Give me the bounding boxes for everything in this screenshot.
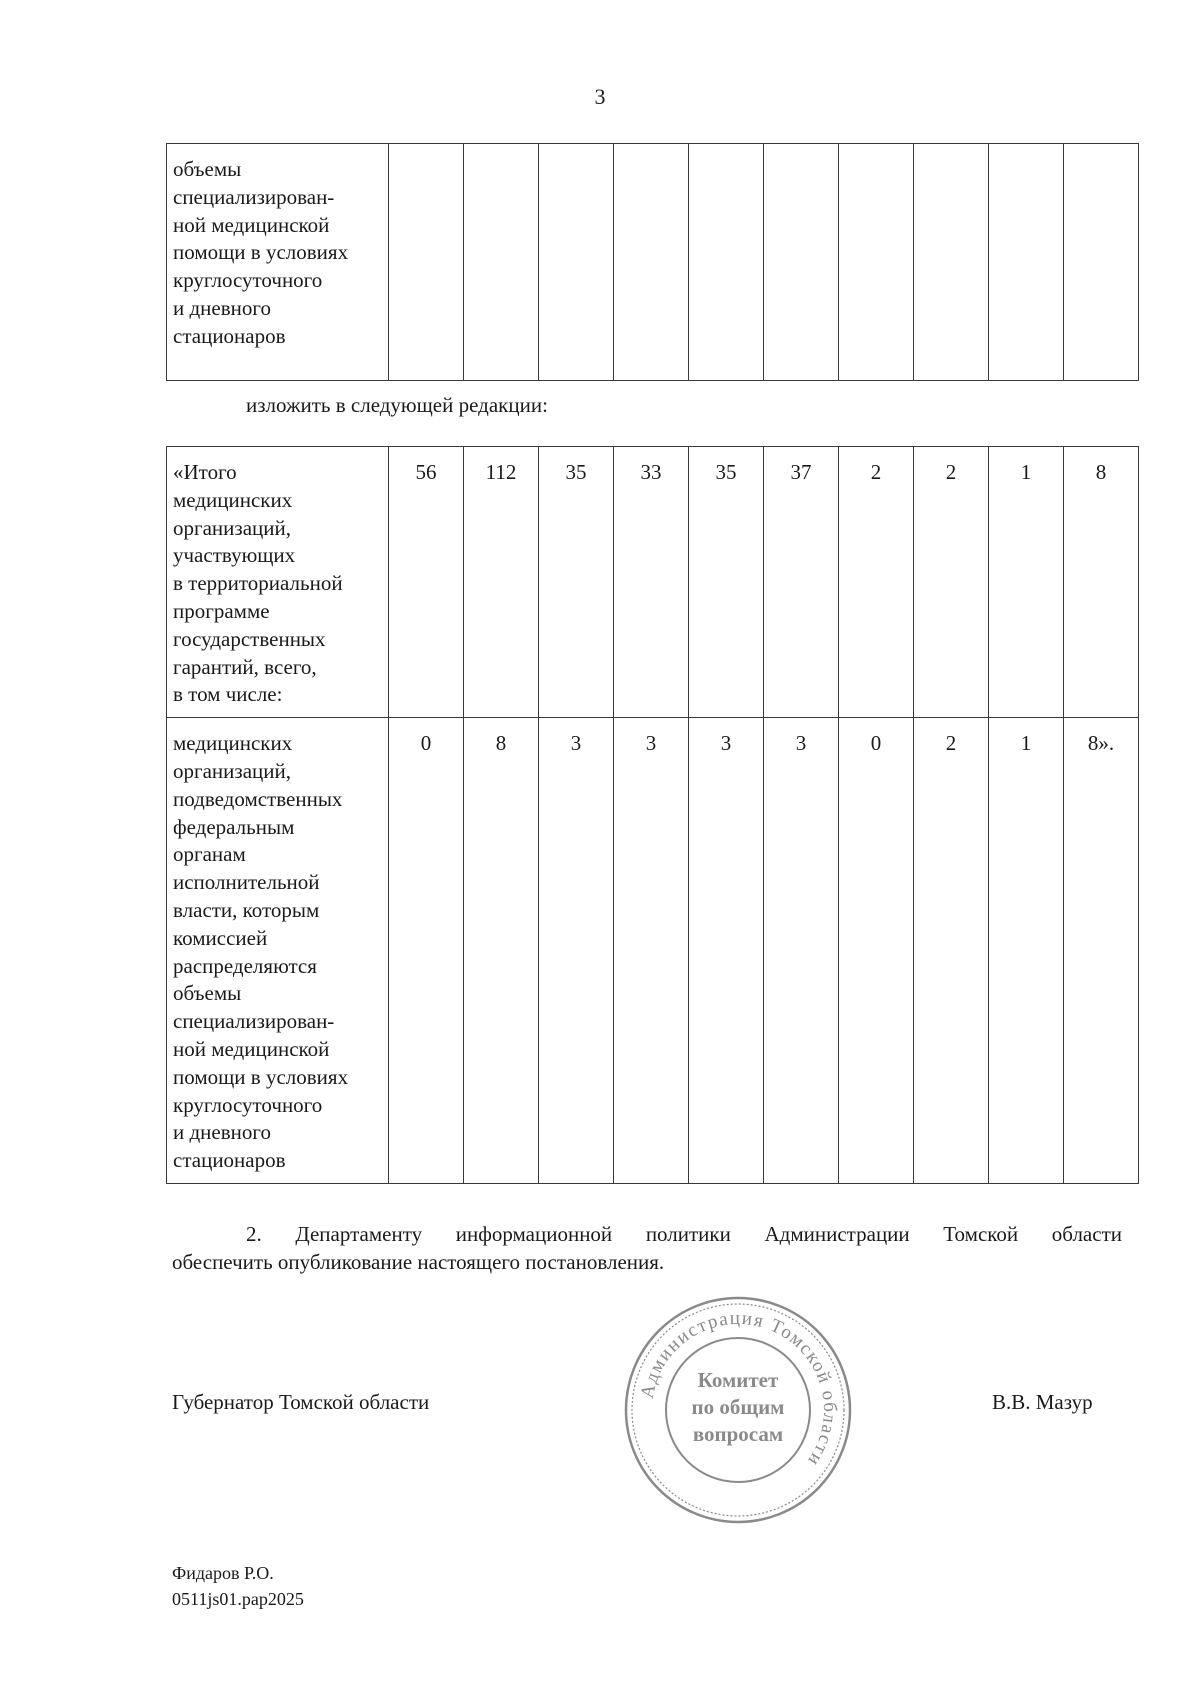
table-row-federal [167, 718, 1139, 1184]
table-cell: 0 [389, 718, 464, 1184]
table-cell: 2 [914, 718, 989, 1184]
signatory-position: Губернатор Томской области [172, 1390, 430, 1414]
official-stamp [622, 1294, 854, 1526]
table-cell [539, 144, 614, 381]
table-cell [614, 144, 689, 381]
paragraph-2 [172, 1220, 1122, 1276]
table-cell: 33 [614, 447, 689, 718]
stamp-ring-text: Администрация Томской области [636, 1307, 841, 1471]
table-cell: 3 [764, 718, 839, 1184]
executor-block [172, 1560, 304, 1612]
table-cell: 3 [689, 718, 764, 1184]
table-cell: 3 [614, 718, 689, 1184]
stamp-center-line: Комитет [697, 1368, 779, 1392]
table-cell: 8». [1064, 718, 1139, 1184]
table-cell [839, 144, 914, 381]
paragraph-2-line-1: 2. Департаменту информационной политики Администрации Томской области [246, 1222, 1122, 1246]
table-top-fragment [166, 143, 1139, 381]
table-cell: 0 [839, 718, 914, 1184]
table-new-edition [166, 446, 1139, 1184]
table-cell: 37 [764, 447, 839, 718]
row-label: «Итого медицинских организаций, участвующих в территориальной программе государственных гарантий, всего, в том числе: [167, 447, 389, 718]
document-file-id: 0511js01.pap2025 [172, 1589, 304, 1609]
table-cell [1064, 144, 1139, 381]
table-cell [914, 144, 989, 381]
table-row [167, 144, 1139, 381]
paragraph-2-line-2: обеспечить опубликование настоящего постановления. [172, 1250, 665, 1274]
table-cell: 112 [464, 447, 539, 718]
signatory-name: В.В. Мазур [992, 1390, 1093, 1414]
stamp-center-line: вопросам [692, 1422, 784, 1446]
table-cell [389, 144, 464, 381]
table-row-total [167, 447, 1139, 718]
page-number: 3 [594, 84, 606, 109]
table-cell: 2 [914, 447, 989, 718]
table-cell [689, 144, 764, 381]
table-cell: 35 [539, 447, 614, 718]
row-label: объемы специализирован- ной медицинской помощи в условиях круглосуточного и дневного стационаров [167, 144, 389, 381]
table-cell: 56 [389, 447, 464, 718]
table-cell: 2 [839, 447, 914, 718]
table-cell: 1 [989, 718, 1064, 1184]
table-cell: 35 [689, 447, 764, 718]
intro-text: изложить в следующей редакции: [246, 393, 548, 417]
table-cell [764, 144, 839, 381]
table-cell: 8 [464, 718, 539, 1184]
table-cell: 3 [539, 718, 614, 1184]
table-cell [989, 144, 1064, 381]
table-cell [464, 144, 539, 381]
stamp-center-line: по общим [691, 1395, 785, 1419]
table-cell: 8 [1064, 447, 1139, 718]
table-cell: 1 [989, 447, 1064, 718]
executor-name: Фидаров Р.О. [172, 1563, 274, 1583]
row-label: медицинских организаций, подведомственных федеральным органам исполнительной власти, которым комиссией распределяются объемы специализирован- ной медицинской помощи в условиях круглосуточного и дневного стационаров [167, 718, 389, 1184]
